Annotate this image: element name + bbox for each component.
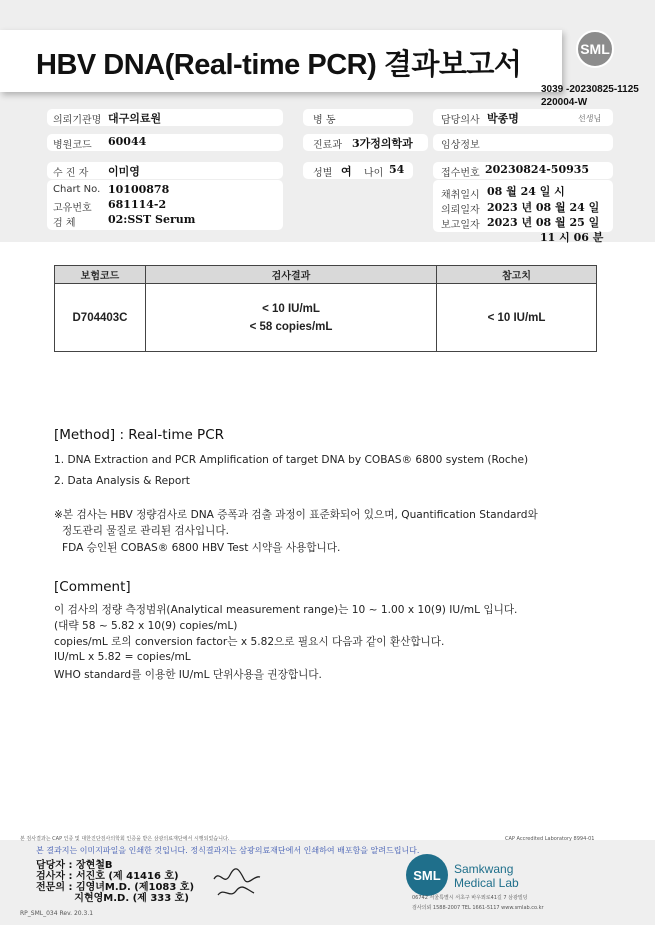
method-note: ※본 검사는 HBV 정량검사로 DNA 증폭과 검출 과정이 표준화되어 있으며, Quantification Standard와 <box>54 509 538 521</box>
comment-title: [Comment] <box>54 579 131 595</box>
report-time-value: 11 시 06 분 <box>540 231 604 244</box>
report-date-label: 보고일자 <box>441 220 480 231</box>
method-title: [Method] : Real-time PCR <box>54 427 225 443</box>
patient-label: 수 진 자 <box>53 168 89 179</box>
method-line: 2. Data Analysis & Report <box>54 475 190 487</box>
form-code: RP_SML_034 Rev. 20.3.1 <box>20 910 94 917</box>
receipt-label: 접수번호 <box>441 168 480 179</box>
receipt-value: 20230824-50935 <box>485 163 590 176</box>
comment-line: IU/mL x 5.82 = copies/mL <box>54 651 191 663</box>
print-notice: 본 결과지는 이미지파일을 인쇄한 것입니다. 정식결과지는 삼광의료재단에서 인쇄하여 배포함을 알려드립니다. <box>36 846 420 855</box>
sex-value: 여 <box>341 165 352 178</box>
dept-value: 3가정의학과 <box>352 137 413 150</box>
dept-label: 진료과 <box>313 140 342 151</box>
doctor-suffix: 선생님 <box>578 114 602 123</box>
sml-logo-icon: SML <box>576 30 614 68</box>
request-label: 의뢰일자 <box>441 205 480 216</box>
report-date-value: 2023 년 08 월 25 일 <box>487 216 600 229</box>
report-title: HBV DNA(Real-time PCR) 결과보고서 <box>36 49 522 81</box>
report-number-suffix: 220004-W <box>541 97 588 108</box>
lab-contact: 검사의뢰 1588-2007 TEL 1661-5117 www.smlab.co.kr <box>412 905 544 911</box>
result-copies: < 58 copies/mL <box>249 320 333 333</box>
method-note: FDA 승인된 COBAS® 6800 HBV Test 시약을 사용합니다. <box>62 542 341 554</box>
unique-value: 681114-2 <box>108 198 167 211</box>
signer-line: 담당자 : 장현철B <box>36 860 113 871</box>
hospital-code-label: 병원코드 <box>53 140 92 151</box>
ward-label: 병 동 <box>313 115 336 126</box>
specimen-value: 02:SST Serum <box>108 213 196 226</box>
comment-line: 이 검사의 정량 측정범위(Analytical measurement range)는 10 ~ 1.00 x 10(9) IU/mL 입니다. <box>54 604 518 616</box>
svg-text:SML: SML <box>413 868 441 883</box>
clinical-label: 임상정보 <box>441 140 480 151</box>
brand-name-line1: Samkwang <box>454 862 514 876</box>
age-value: 54 <box>389 163 405 176</box>
code-cell: D704403C <box>55 284 146 352</box>
patient-value: 이미영 <box>108 165 140 178</box>
signature-icon <box>210 865 265 901</box>
result-iu: < 10 IU/mL <box>262 302 320 315</box>
lab-address: 06742 서울특별시 서초구 바우뫼로41길 7 삼광빌딩 <box>412 895 528 901</box>
col-header-code: 보험코드 <box>55 266 146 284</box>
institution-value: 대구의료원 <box>108 112 162 125</box>
hospital-code-value: 60044 <box>108 135 147 148</box>
collect-label: 채취일시 <box>441 190 480 201</box>
specimen-label: 검 체 <box>53 218 76 229</box>
report-number: 3039 -20230825-1125 <box>541 84 639 95</box>
cap-number: CAP Accredited Laboratory 8994-01 <box>505 836 595 842</box>
col-header-result: 검사결과 <box>146 266 437 284</box>
sex-label: 성별 <box>313 168 333 179</box>
signer-line: 지현영M.D. (제 333 호) <box>36 893 189 904</box>
brand-name-line2: Medical Lab <box>454 876 519 890</box>
sml-brand-logo-icon <box>404 852 450 898</box>
signer-line: 검사자 : 서진호 (제 41416 호) <box>36 871 179 882</box>
institution-label: 의뢰기관명 <box>53 115 102 126</box>
reference-cell: < 10 IU/mL <box>437 284 597 352</box>
signer-line: 전문의 : 김영녀M.D. (제1083 호) <box>36 882 195 893</box>
collect-value: 08 월 24 일 시 <box>487 185 565 198</box>
footer-accreditation: 본 검사결과는 CAP 인증 및 대한진단검사의학회 인증을 받은 삼광의료재단에서 시행되었습니다. <box>20 836 230 842</box>
col-header-reference: 참고치 <box>437 266 597 284</box>
chart-value: 10100878 <box>108 183 170 196</box>
unique-label: 고유번호 <box>53 203 92 214</box>
method-line: 1. DNA Extraction and PCR Amplification of target DNA by COBAS® 6800 system (Roche) <box>54 454 529 466</box>
results-table <box>54 265 597 352</box>
doctor-label: 담당의사 <box>441 115 480 126</box>
comment-line: (대략 58 ~ 5.82 x 10(9) copies/mL) <box>54 620 238 632</box>
result-cell <box>146 284 437 352</box>
comment-line: copies/mL 로의 conversion factor는 x 5.82으로 필요시 다음과 같이 환산합니다. <box>54 636 445 648</box>
request-value: 2023 년 08 월 24 일 <box>487 201 600 214</box>
table-row <box>55 284 597 352</box>
doctor-value: 박종명 <box>487 112 519 125</box>
method-note: 정도관리 물질로 관리된 검사입니다. <box>62 525 229 537</box>
comment-line: WHO standard를 이용한 IU/mL 단위사용을 권장합니다. <box>54 669 322 681</box>
age-label: 나이 <box>364 168 384 179</box>
chart-label: Chart No. <box>53 184 101 195</box>
